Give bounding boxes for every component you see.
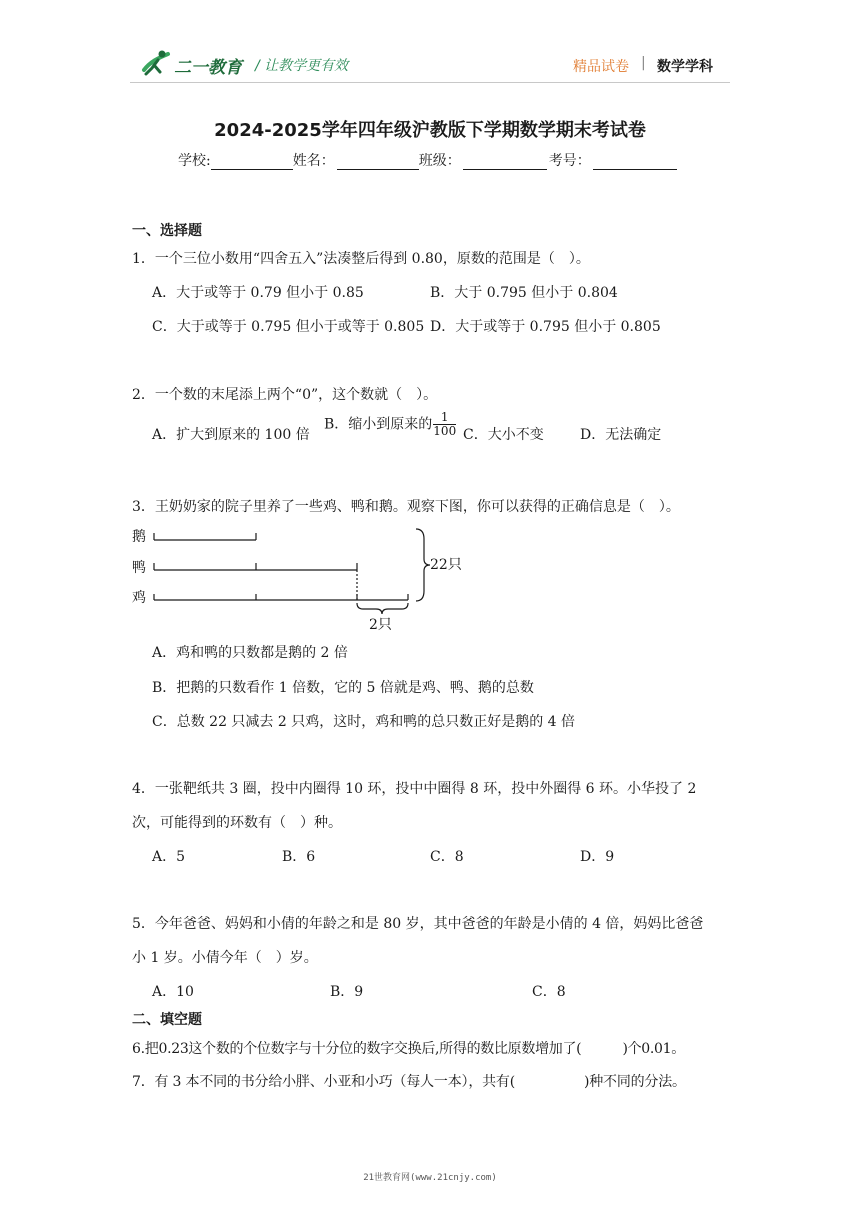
q6-stem: 6.把0.23这个数的个位数字与十分位的数字交换后,所得的数比原数增加了( )个0.01。 (132, 1041, 685, 1057)
q3-stem: 3．王奶奶家的院子里养了一些鸡、鸭和鹅。观察下图，你可以获得的正确信息是（ ）。 (132, 499, 680, 515)
section-heading-choice: 一、选择题 (132, 223, 202, 239)
segment-diagram (148, 525, 448, 635)
q2-option-d: D．无法确定 (580, 427, 662, 443)
page-title: 2024-2025学年四年级沪教版下学期数学期末考试卷 (214, 120, 646, 141)
q2-option-b (324, 411, 457, 438)
q3-option-a: A．鸡和鸭的只数都是鹅的 2 倍 (152, 645, 348, 661)
runner-logo-icon (138, 48, 176, 78)
q1-option-c: C．大于或等于 0.795 但小于或等于 0.805 (152, 319, 425, 335)
q5-stem-line2: 小 1 岁。小倩今年（ ）岁。 (132, 950, 318, 966)
name-label: 姓名： (292, 153, 335, 169)
q5-option-c: C．8 (532, 984, 566, 1000)
diagram-label-goose: 鹅 (132, 529, 146, 545)
header-logo (138, 48, 248, 78)
header-tag-right: 数学学科 (657, 59, 713, 75)
diagram-label-chicken: 鸡 (132, 590, 146, 606)
chicken-bar (154, 594, 408, 600)
goose-bar (154, 533, 256, 540)
q4-stem-line1: 4．一张靶纸共 3 圈，投中内圈得 10 环，投中中圈得 8 环，投中外圈得 6 环。小华投了 2 (132, 781, 697, 797)
q2-fraction (433, 411, 456, 438)
q3-option-b: B．把鹅的只数看作 1 倍数，它的 5 倍就是鸡、鸭、鹅的总数 (152, 680, 534, 696)
class-label: 班级： (418, 153, 461, 169)
name-blank[interactable] (337, 155, 419, 170)
q5-option-a: A．10 (152, 984, 194, 1000)
student-info-line (178, 150, 677, 170)
header-tag-sep: | (641, 55, 646, 71)
school-label: 学校: (178, 153, 211, 169)
exam-no-blank[interactable] (593, 155, 677, 170)
q4-option-d: D．9 (580, 849, 615, 865)
q4-option-a: A．5 (152, 849, 186, 865)
exam-no-label: 考号： (548, 153, 591, 169)
header-rule (130, 82, 730, 83)
q3-option-c: C．总数 22 只减去 2 只鸡，这时，鸡和鸭的总只数正好是鹅的 4 倍 (152, 714, 576, 730)
q2-stem: 2．一个数的末尾添上两个“0”，这个数就（ ）。 (132, 387, 438, 403)
q2-option-c: C．大小不变 (463, 427, 544, 443)
diagram-label-duck: 鸭 (132, 560, 146, 576)
header-slogan: / 让教学更有效 (255, 58, 349, 74)
q1-option-b: B．大于 0.795 但小于 0.804 (430, 285, 618, 301)
q1-option-a: A．大于或等于 0.79 但小于 0.85 (152, 285, 364, 301)
q4-option-c: C．8 (430, 849, 464, 865)
header-tag-left: 精品试卷 (573, 59, 629, 75)
extra-brace (357, 603, 408, 614)
logo-text: 二一教育 (174, 58, 242, 78)
diagram-extra-label: 2只 (369, 617, 392, 633)
duck-bar (154, 563, 357, 570)
q5-option-b: B．9 (330, 984, 364, 1000)
diagram-total-label: 22只 (430, 557, 462, 573)
total-brace (416, 529, 430, 601)
q4-option-b: B．6 (282, 849, 316, 865)
q1-option-d: D．大于或等于 0.795 但小于 0.805 (430, 319, 661, 335)
q4-stem-line2: 次，可能得到的环数有（ ）种。 (132, 815, 342, 831)
page-footer: 21世教育网(www.21cnjy.com) (363, 1173, 497, 1183)
fraction-denominator: 100 (433, 424, 457, 438)
school-blank[interactable] (211, 155, 293, 170)
q1-stem: 1．一个三位小数用“四舍五入”法凑整后得到 0.80，原数的范围是（ ）。 (132, 251, 590, 267)
q7-stem: 7．有 3 本不同的书分给小胖、小亚和小巧（每人一本），共有( )种不同的分法。 (132, 1074, 686, 1090)
q2-option-a: A．扩大到原来的 100 倍 (152, 427, 310, 443)
fraction-numerator: 1 (433, 411, 456, 425)
section-heading-fill: 二、填空题 (132, 1012, 202, 1028)
q2-option-b-text: B．缩小到原来的 (324, 416, 433, 433)
class-blank[interactable] (463, 155, 547, 170)
q5-stem-line1: 5．今年爸爸、妈妈和小倩的年龄之和是 80 岁，其中爸爸的年龄是小倩的 4 倍，妈妈比爸爸 (132, 916, 704, 932)
